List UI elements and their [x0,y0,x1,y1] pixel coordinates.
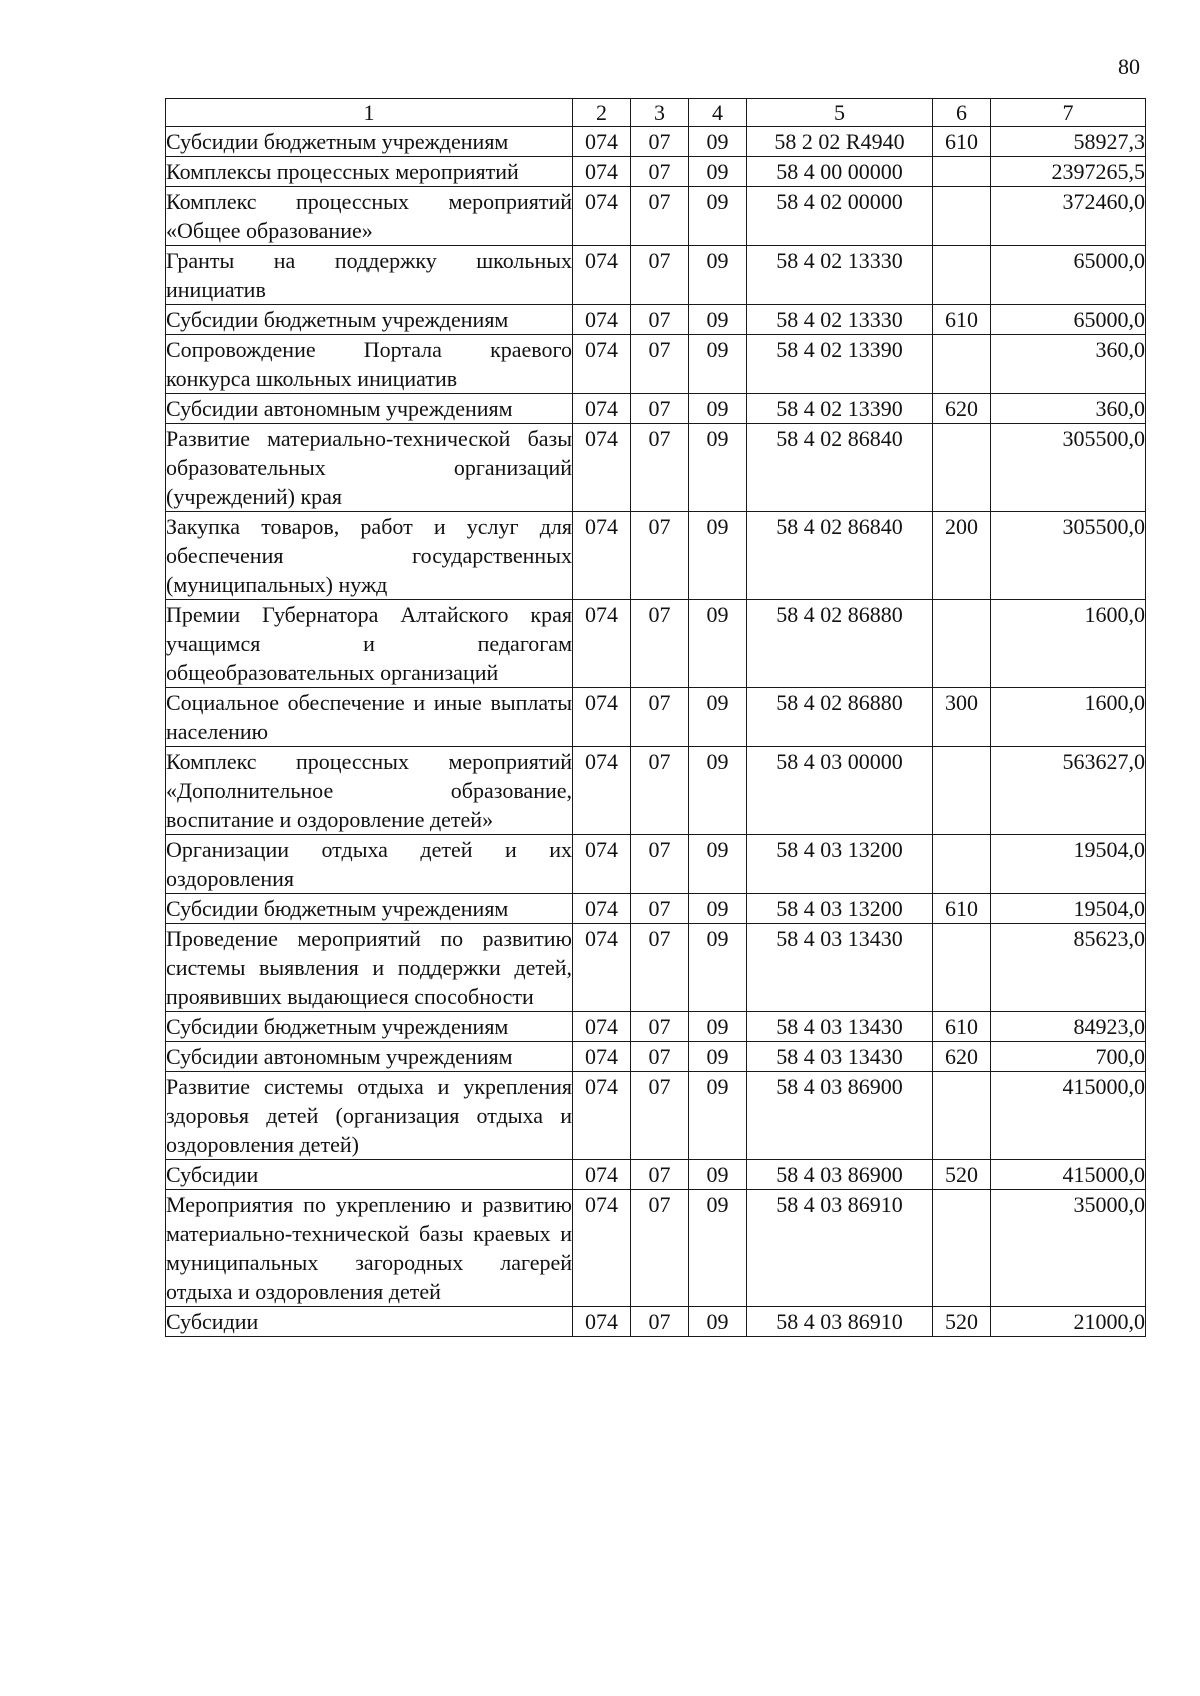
section-code-cell: 07 [631,600,689,688]
section-code-cell: 07 [631,1012,689,1042]
target-article-cell: 58 4 02 86840 [747,512,933,600]
section-code-cell: 07 [631,246,689,305]
item-name-cell: Субсидии автономным учреждениям [166,1042,573,1072]
section-code-cell: 07 [631,424,689,512]
amount-cell: 58927,3 [991,127,1146,157]
item-name-cell: Развитие системы отдыха и укрепления здоровья детей (организация отдыха и оздоровления детей) [166,1072,573,1160]
amount-cell: 360,0 [991,335,1146,394]
table-row [166,246,1146,305]
ministry-code-cell: 074 [573,157,631,187]
section-code-cell: 07 [631,1190,689,1307]
expense-type-cell: 620 [933,394,991,424]
subsection-code-cell: 09 [689,924,747,1012]
subsection-code-cell: 09 [689,335,747,394]
subsection-code-cell: 09 [689,1072,747,1160]
target-article-cell: 58 4 02 00000 [747,187,933,246]
section-code-cell: 07 [631,1042,689,1072]
item-name-cell: Субсидии бюджетным учреждениям [166,894,573,924]
subsection-code-cell: 09 [689,305,747,335]
section-code-cell: 07 [631,688,689,747]
item-name-cell: Комплексы процессных мероприятий [166,157,573,187]
amount-cell: 21000,0 [991,1307,1146,1337]
table-row [166,894,1146,924]
amount-cell: 85623,0 [991,924,1146,1012]
amount-cell: 415000,0 [991,1160,1146,1190]
amount-cell: 65000,0 [991,246,1146,305]
target-article-cell: 58 4 03 86910 [747,1307,933,1337]
section-code-cell: 07 [631,835,689,894]
target-article-cell: 58 4 02 86840 [747,424,933,512]
ministry-code-cell: 074 [573,335,631,394]
table-row [166,1190,1146,1307]
subsection-code-cell: 09 [689,835,747,894]
column-header: 3 [631,99,689,127]
subsection-code-cell: 09 [689,187,747,246]
table-row [166,1160,1146,1190]
item-name-cell: Премии Губернатора Алтайского края учащимся и педагогам общеобразовательных организаций [166,600,573,688]
item-name-cell: Комплекс процессных мероприятий «Дополнительное образование, воспитание и оздоровление детей» [166,747,573,835]
ministry-code-cell: 074 [573,424,631,512]
expense-type-cell: 520 [933,1160,991,1190]
ministry-code-cell: 074 [573,246,631,305]
section-code-cell: 07 [631,335,689,394]
section-code-cell: 07 [631,127,689,157]
target-article-cell: 58 4 02 13390 [747,394,933,424]
section-code-cell: 07 [631,157,689,187]
target-article-cell: 58 4 02 86880 [747,688,933,747]
item-name-cell: Сопровождение Портала краевого конкурса школьных инициатив [166,335,573,394]
table-row [166,688,1146,747]
target-article-cell: 58 4 03 13430 [747,924,933,1012]
table-row [166,924,1146,1012]
expense-type-cell [933,1072,991,1160]
subsection-code-cell: 09 [689,127,747,157]
ministry-code-cell: 074 [573,305,631,335]
section-code-cell: 07 [631,305,689,335]
subsection-code-cell: 09 [689,1190,747,1307]
target-article-cell: 58 4 02 13390 [747,335,933,394]
column-header: 2 [573,99,631,127]
section-code-cell: 07 [631,1072,689,1160]
table-body [166,127,1146,1337]
ministry-code-cell: 074 [573,1012,631,1042]
column-header: 4 [689,99,747,127]
amount-cell: 700,0 [991,1042,1146,1072]
ministry-code-cell: 074 [573,1042,631,1072]
item-name-cell: Субсидии [166,1160,573,1190]
expense-type-cell [933,424,991,512]
amount-cell: 1600,0 [991,600,1146,688]
subsection-code-cell: 09 [689,1012,747,1042]
expense-type-cell [933,924,991,1012]
expense-type-cell [933,187,991,246]
amount-cell: 84923,0 [991,1012,1146,1042]
section-code-cell: 07 [631,1307,689,1337]
ministry-code-cell: 074 [573,600,631,688]
table-row [166,747,1146,835]
ministry-code-cell: 074 [573,1160,631,1190]
ministry-code-cell: 074 [573,1072,631,1160]
expense-type-cell [933,1190,991,1307]
column-number-row [166,99,1146,127]
amount-cell: 415000,0 [991,1072,1146,1160]
item-name-cell: Субсидии бюджетным учреждениям [166,1012,573,1042]
ministry-code-cell: 074 [573,894,631,924]
target-article-cell: 58 4 03 13200 [747,835,933,894]
page-number: 80 [1118,54,1140,79]
expense-type-cell: 520 [933,1307,991,1337]
table-row [166,187,1146,246]
table-row [166,1012,1146,1042]
target-article-cell: 58 4 00 00000 [747,157,933,187]
expense-type-cell: 620 [933,1042,991,1072]
item-name-cell: Субсидии бюджетным учреждениям [166,305,573,335]
column-header: 5 [747,99,933,127]
item-name-cell: Субсидии автономным учреждениям [166,394,573,424]
subsection-code-cell: 09 [689,394,747,424]
amount-cell: 1600,0 [991,688,1146,747]
subsection-code-cell: 09 [689,512,747,600]
amount-cell: 35000,0 [991,1190,1146,1307]
ministry-code-cell: 074 [573,1190,631,1307]
table-row [166,512,1146,600]
item-name-cell: Проведение мероприятий по развитию системы выявления и поддержки детей, проявивших выдающиеся способности [166,924,573,1012]
target-article-cell: 58 4 03 86910 [747,1190,933,1307]
target-article-cell: 58 4 02 86880 [747,600,933,688]
item-name-cell: Социальное обеспечение и иные выплаты населению [166,688,573,747]
ministry-code-cell: 074 [573,394,631,424]
expense-type-cell [933,835,991,894]
ministry-code-cell: 074 [573,127,631,157]
expense-type-cell [933,157,991,187]
table-row [166,835,1146,894]
amount-cell: 305500,0 [991,424,1146,512]
target-article-cell: 58 4 03 13200 [747,894,933,924]
ministry-code-cell: 074 [573,924,631,1012]
ministry-code-cell: 074 [573,1307,631,1337]
subsection-code-cell: 09 [689,1160,747,1190]
expense-type-cell: 610 [933,894,991,924]
table-row [166,424,1146,512]
expense-type-cell [933,246,991,305]
item-name-cell: Мероприятия по укреплению и развитию материально-технической базы краевых и муниципальных загородных лагерей отдыха и оздоровления детей [166,1190,573,1307]
item-name-cell: Комплекс процессных мероприятий «Общее образование» [166,187,573,246]
ministry-code-cell: 074 [573,187,631,246]
subsection-code-cell: 09 [689,246,747,305]
table-row [166,305,1146,335]
ministry-code-cell: 074 [573,835,631,894]
expense-type-cell [933,335,991,394]
amount-cell: 19504,0 [991,835,1146,894]
ministry-code-cell: 074 [573,512,631,600]
table-row [166,335,1146,394]
table-row [166,394,1146,424]
target-article-cell: 58 4 02 13330 [747,246,933,305]
subsection-code-cell: 09 [689,1307,747,1337]
item-name-cell: Организации отдыха детей и их оздоровления [166,835,573,894]
amount-cell: 305500,0 [991,512,1146,600]
expense-type-cell: 200 [933,512,991,600]
expense-type-cell [933,600,991,688]
subsection-code-cell: 09 [689,1042,747,1072]
expense-type-cell: 610 [933,1012,991,1042]
target-article-cell: 58 4 03 13430 [747,1042,933,1072]
target-article-cell: 58 4 03 00000 [747,747,933,835]
subsection-code-cell: 09 [689,424,747,512]
subsection-code-cell: 09 [689,688,747,747]
expense-type-cell: 300 [933,688,991,747]
section-code-cell: 07 [631,924,689,1012]
item-name-cell: Субсидии бюджетным учреждениям [166,127,573,157]
table-row [166,600,1146,688]
table-row [166,157,1146,187]
ministry-code-cell: 074 [573,747,631,835]
amount-cell: 372460,0 [991,187,1146,246]
section-code-cell: 07 [631,394,689,424]
expense-type-cell: 610 [933,305,991,335]
item-name-cell: Гранты на поддержку школьных инициатив [166,246,573,305]
section-code-cell: 07 [631,187,689,246]
section-code-cell: 07 [631,894,689,924]
amount-cell: 360,0 [991,394,1146,424]
expense-type-cell: 610 [933,127,991,157]
column-header: 1 [166,99,573,127]
target-article-cell: 58 4 03 86900 [747,1072,933,1160]
section-code-cell: 07 [631,747,689,835]
subsection-code-cell: 09 [689,894,747,924]
section-code-cell: 07 [631,512,689,600]
target-article-cell: 58 4 02 13330 [747,305,933,335]
column-header: 6 [933,99,991,127]
table-row [166,1042,1146,1072]
subsection-code-cell: 09 [689,747,747,835]
item-name-cell: Закупка товаров, работ и услуг для обеспечения государственных (муниципальных) нужд [166,512,573,600]
item-name-cell: Субсидии [166,1307,573,1337]
item-name-cell: Развитие материально-технической базы образовательных организаций (учреждений) края [166,424,573,512]
ministry-code-cell: 074 [573,688,631,747]
amount-cell: 65000,0 [991,305,1146,335]
budget-table [165,98,1146,1337]
subsection-code-cell: 09 [689,157,747,187]
amount-cell: 563627,0 [991,747,1146,835]
table-row [166,1072,1146,1160]
table-row [166,1307,1146,1337]
table-row [166,127,1146,157]
target-article-cell: 58 2 02 R4940 [747,127,933,157]
section-code-cell: 07 [631,1160,689,1190]
target-article-cell: 58 4 03 86900 [747,1160,933,1190]
expense-type-cell [933,747,991,835]
amount-cell: 19504,0 [991,894,1146,924]
amount-cell: 2397265,5 [991,157,1146,187]
column-header: 7 [991,99,1146,127]
target-article-cell: 58 4 03 13430 [747,1012,933,1042]
subsection-code-cell: 09 [689,600,747,688]
